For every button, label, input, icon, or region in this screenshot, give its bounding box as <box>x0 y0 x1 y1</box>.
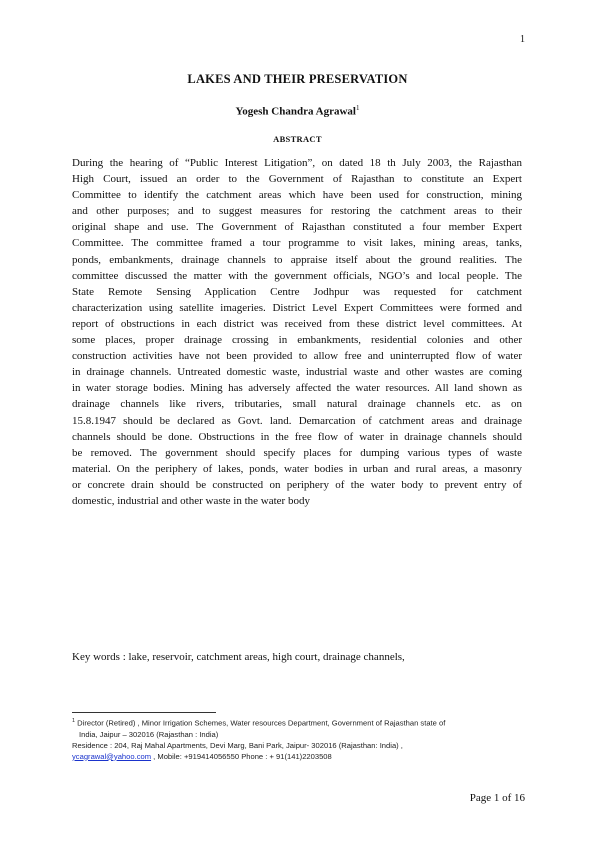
email-link[interactable]: ycagrawal@yahoo.com <box>72 751 152 761</box>
footnote-line-3: Residence : 204, Raj Mahal Apartments, Devi Marg, Bani Park, Jaipur- 302016 (Rajasthan: India) , <box>72 740 403 750</box>
abstract-line: Committee. The committee framed a tour programme to visit lakes, mining areas, tanks, <box>72 237 522 250</box>
abstract-line: construction activities have not been provided to allow free and uninterrupted flow of water <box>72 350 522 363</box>
abstract-line: ponds, embankments, drainage channels to appraise itself about the ground realities. The <box>72 253 522 266</box>
author-line <box>0 104 595 118</box>
footnote-line-4: ycagrawal@yahoo.com , Mobile: +919414056550 Phone : + 91(141)2203508 <box>72 751 332 761</box>
abstract-line: some places, proper drainage crossing in embankments, residential colonies and other <box>72 334 522 347</box>
footnote-line-1: $^1$ Director (Retired) , Minor Irrigation Schemes, Water resources Department, Government of Rajasthan state of <box>72 718 446 728</box>
abstract-body <box>72 155 522 509</box>
abstract-line: original shape and use. The Government of Rajasthan constituted a four member Expert <box>72 221 522 234</box>
abstract-line: in water storage bodies. Mining has adversely affected the water resources. All land shown as <box>72 382 522 395</box>
abstract-line: channels should be done. Obstructions in the free flow of water in drainage channels should <box>72 430 522 443</box>
abstract-line: in drainage channels. Untreated domestic waste, industrial waste and other wastes are coming <box>72 366 522 379</box>
author-name: Yogesh Chandra Agrawal <box>235 105 356 118</box>
abstract-line: report of obstructions in each district was received from these district level committees. At <box>72 317 522 330</box>
footnote <box>72 716 532 762</box>
keywords-line: Key words : lake, reservoir, catchment areas, high court, drainage channels, <box>72 651 405 663</box>
abstract-line: drainage channels like rivers, tributaries, small natural drainage channels etc. as on <box>72 398 522 411</box>
abstract-line: 15.8.1947 should be declared as Govt. land. Demarcation of catchment areas and drainage <box>72 414 522 427</box>
abstract-line: High Court, issued an order to the Government of Rajasthan to constitute an Expert <box>72 173 522 186</box>
author-footnote-mark: 1 <box>355 104 360 112</box>
footnote-line-2: India, Jaipur – 302016 (Rajasthan : India) <box>79 729 219 739</box>
abstract-line: characterization using satellite imageries. District Level Expert Committees were formed and <box>72 301 522 314</box>
paper-title: LAKES AND THEIR PRESERVATION <box>187 72 408 86</box>
abstract-line: material. On the periphery of lakes, ponds, water bodies in urban and rural areas, a masonry <box>72 462 522 475</box>
abstract-line: be removed. The government should specify places for dumping various types of waste <box>72 446 522 459</box>
abstract-line: During the hearing of “Public Interest Litigation”, on dated 18 th July 2003, the Rajasthan <box>72 157 522 169</box>
page-number-top: 1 <box>520 34 525 45</box>
abstract-line: Committee to identify the catchment areas which have been used for construction, mining <box>72 189 522 202</box>
footnote-mark: 1 <box>72 718 76 724</box>
footnote-divider <box>72 712 216 713</box>
abstract-line: committee discussed the matter with the government officials, NGO’s and local people. The <box>72 269 522 282</box>
abstract-heading: ABSTRACT <box>273 134 322 144</box>
page-number-footer: Page 1 of 16 <box>469 792 525 804</box>
abstract-line: State Remote Sensing Application Centre Jodhpur was requested for catchment <box>72 285 522 298</box>
abstract-line: domestic, industrial and other waste in the water body <box>72 494 310 507</box>
abstract-line: or concrete drain should be constructed on periphery of the water body to prevent entry of <box>72 478 522 491</box>
abstract-line: and other purposes; and to suggest measures for restoring the catchment areas to their <box>72 205 522 218</box>
